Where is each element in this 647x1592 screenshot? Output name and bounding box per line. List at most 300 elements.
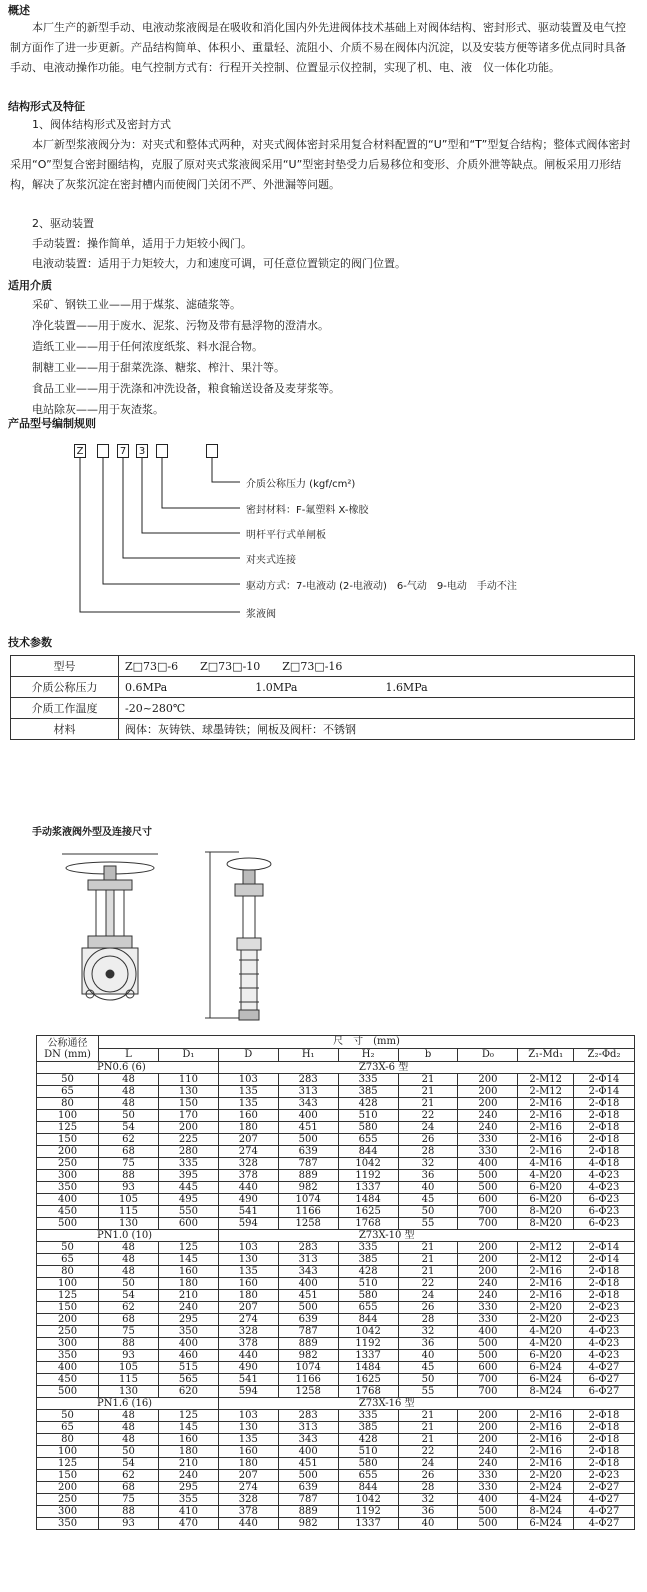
table-cell: 135 [218, 1086, 278, 1098]
table-cell: 378 [218, 1170, 278, 1182]
table-cell: 65 [37, 1086, 99, 1098]
table-cell: 2-Φ18 [574, 1122, 635, 1134]
table-cell: 21 [398, 1422, 458, 1434]
table-cell: 787 [278, 1326, 338, 1338]
table-cell: 160 [158, 1266, 218, 1278]
table-cell: 2-M20 [518, 1314, 574, 1326]
table-cell: 1768 [338, 1386, 398, 1398]
table-cell: 65 [37, 1422, 99, 1434]
table-cell: 313 [278, 1422, 338, 1434]
table-cell: 100 [37, 1278, 99, 1290]
media-heading: 适用介质 [8, 279, 52, 292]
code-label-seal: 密封材料：F-氟塑料 X-橡胶 [246, 505, 369, 516]
table-cell: 160 [158, 1434, 218, 1446]
table-cell: 200 [37, 1314, 99, 1326]
table-cell: 4-M20 [518, 1338, 574, 1350]
table-cell: 50 [37, 1410, 99, 1422]
table-cell: 80 [37, 1098, 99, 1110]
table-cell: 510 [338, 1278, 398, 1290]
table-cell: 2-Φ18 [574, 1434, 635, 1446]
leader-seal [162, 458, 240, 508]
table-cell: 350 [37, 1350, 99, 1362]
model-type: Z73X-16 型 [218, 1398, 634, 1410]
table-cell: 4-M20 [518, 1170, 574, 1182]
table-row [37, 1326, 635, 1338]
table-cell: 48 [99, 1074, 159, 1086]
table-cell: 440 [218, 1182, 278, 1194]
table-cell: 48 [99, 1098, 159, 1110]
table-cell: 75 [99, 1326, 159, 1338]
table-cell: 889 [278, 1170, 338, 1182]
table-cell: 350 [37, 1182, 99, 1194]
table-cell: 385 [338, 1422, 398, 1434]
col-header: Z₂-Φd₂ [574, 1049, 635, 1062]
overview-heading: 概述 [8, 4, 30, 17]
table-cell: 2-Φ18 [574, 1134, 635, 1146]
table-cell: 8-M20 [518, 1206, 574, 1218]
table-cell: 50 [99, 1278, 159, 1290]
table-cell: 6-M24 [518, 1518, 574, 1530]
table-row [37, 1170, 635, 1182]
media-item: 食品工业——用于洗涤和冲洗设备，粮食输送设备及麦芽浆等。 [32, 382, 340, 395]
table-cell: 787 [278, 1494, 338, 1506]
col-header: D [218, 1049, 278, 1062]
table-cell: 100 [37, 1446, 99, 1458]
table-row [37, 1350, 635, 1362]
table-cell: 600 [158, 1218, 218, 1230]
table-row [37, 1134, 635, 1146]
table-cell: 22 [398, 1278, 458, 1290]
table-cell: 982 [278, 1518, 338, 1530]
leader-pressure [212, 458, 240, 482]
table-cell: 26 [398, 1134, 458, 1146]
table-cell: 32 [398, 1494, 458, 1506]
table-row [37, 1314, 635, 1326]
table-cell: 2-M12 [518, 1242, 574, 1254]
table-cell: 385 [338, 1254, 398, 1266]
model-type: Z73X-10 型 [218, 1230, 634, 1242]
table-cell: 21 [398, 1266, 458, 1278]
table-cell: 130 [99, 1386, 159, 1398]
table-cell: 982 [278, 1350, 338, 1362]
table-cell: 1166 [278, 1206, 338, 1218]
table-cell: 982 [278, 1182, 338, 1194]
table-cell: 21 [398, 1434, 458, 1446]
dimensions-heading: 手动浆液阀外型及连接尺寸 [32, 827, 152, 838]
table-cell: 6-M20 [518, 1194, 574, 1206]
table-cell: 48 [99, 1422, 159, 1434]
overview-text: 本厂生产的新型手动、电液动浆液阀是在吸收和消化国内外先进阀体技术基础上对阀体结构、密封形式、驱动装置及电气控制方面作了进一步更新。产品结构简单、体积小、重量轻、流阻小、介质不易在阀体内沉淀，以及安装方便等诸多优点同时具备手动、电液动操作功能。电气控制方式有：行程开关控制、位置显示仪控制，实现了机、电、液 仪一体化功能。 [10, 21, 626, 74]
col-header: D₁ [158, 1049, 218, 1062]
table-cell: 48 [99, 1254, 159, 1266]
table-cell: 2-M16 [518, 1410, 574, 1422]
table-cell: 200 [458, 1242, 518, 1254]
table-cell: 500 [458, 1506, 518, 1518]
table-cell: 88 [99, 1170, 159, 1182]
table-cell: 400 [278, 1278, 338, 1290]
table-cell: 410 [158, 1506, 218, 1518]
table-cell: 600 [458, 1194, 518, 1206]
model-type: Z73X-6 型 [218, 1062, 634, 1074]
table-cell: 22 [398, 1110, 458, 1122]
tech-params-table [10, 655, 635, 740]
table-cell: 350 [37, 1518, 99, 1530]
table-cell: 160 [218, 1446, 278, 1458]
table-cell: 1484 [338, 1194, 398, 1206]
table-cell: 68 [99, 1314, 159, 1326]
table-cell: 240 [158, 1302, 218, 1314]
table-cell: 200 [458, 1422, 518, 1434]
table-cell: 36 [398, 1338, 458, 1350]
table-cell: 110 [158, 1074, 218, 1086]
table-cell: 2-Φ23 [574, 1470, 635, 1482]
table-cell: 1258 [278, 1386, 338, 1398]
table-cell: 125 [37, 1290, 99, 1302]
table-cell: 328 [218, 1494, 278, 1506]
table-cell: 541 [218, 1374, 278, 1386]
table-cell: 24 [398, 1122, 458, 1134]
media-item: 净化装置——用于废水、泥浆、污物及带有悬浮物的澄清水。 [32, 319, 329, 332]
table-cell: 580 [338, 1290, 398, 1302]
table-cell: 200 [458, 1266, 518, 1278]
table-cell: 330 [458, 1314, 518, 1326]
table-cell: 4-Φ27 [574, 1506, 635, 1518]
table-cell: 2-M24 [518, 1482, 574, 1494]
leader-drive [103, 458, 240, 584]
col-header: D₀ [458, 1049, 518, 1062]
table-cell: 451 [278, 1122, 338, 1134]
table-cell: 639 [278, 1314, 338, 1326]
table-cell: 335 [158, 1158, 218, 1170]
table-cell: 2-M16 [518, 1110, 574, 1122]
table-cell: 2-Φ14 [574, 1242, 635, 1254]
param-value: -20~280℃ [119, 698, 635, 719]
table-cell: 2-M20 [518, 1470, 574, 1482]
table-row [37, 1086, 635, 1098]
table-cell: 295 [158, 1482, 218, 1494]
table-cell: 103 [218, 1242, 278, 1254]
table-cell: 490 [218, 1194, 278, 1206]
col-header: H₁ [278, 1049, 338, 1062]
table-cell: 32 [398, 1326, 458, 1338]
table-cell: 2-Φ23 [574, 1314, 635, 1326]
media-item: 采矿、钢铁工业——用于煤浆、滤碴浆等。 [32, 298, 241, 311]
media-item: 制糖工业——用于甜菜洗涤、糖浆、榨汁、果汁等。 [32, 361, 285, 374]
table-cell: 88 [99, 1506, 159, 1518]
table-cell: 1625 [338, 1206, 398, 1218]
structure-heading: 结构形式及特征 [8, 100, 85, 113]
table-cell: 500 [458, 1182, 518, 1194]
valve-front-view-drawing [60, 840, 180, 1030]
table-cell: 787 [278, 1158, 338, 1170]
table-cell: 125 [158, 1410, 218, 1422]
table-cell: 580 [338, 1122, 398, 1134]
table-cell: 2-M16 [518, 1446, 574, 1458]
table-row [37, 1182, 635, 1194]
table-cell: 428 [338, 1266, 398, 1278]
table-cell: 4-M24 [518, 1494, 574, 1506]
table-cell: 1768 [338, 1218, 398, 1230]
table-cell: 594 [218, 1218, 278, 1230]
table-cell: 1258 [278, 1218, 338, 1230]
table-cell: 145 [158, 1254, 218, 1266]
table-cell: 2-M12 [518, 1254, 574, 1266]
table-cell: 21 [398, 1254, 458, 1266]
table-cell: 2-M20 [518, 1302, 574, 1314]
table-row [37, 1110, 635, 1122]
table-cell: 22 [398, 1446, 458, 1458]
table-cell: 4-Φ27 [574, 1362, 635, 1374]
dimensions-table [36, 1035, 635, 1530]
table-cell: 2-M16 [518, 1098, 574, 1110]
table-cell: 500 [458, 1518, 518, 1530]
table-cell: 40 [398, 1518, 458, 1530]
table-cell: 490 [218, 1362, 278, 1374]
table-cell: 460 [158, 1350, 218, 1362]
table-cell: 250 [37, 1494, 99, 1506]
table-cell: 150 [37, 1470, 99, 1482]
header-row [37, 1036, 635, 1049]
table-cell: 200 [458, 1434, 518, 1446]
table-row [37, 1218, 635, 1230]
table-cell: 36 [398, 1506, 458, 1518]
table-cell: 36 [398, 1170, 458, 1182]
table-cell: 470 [158, 1518, 218, 1530]
table-cell: 500 [278, 1302, 338, 1314]
table-cell: 4-Φ27 [574, 1518, 635, 1530]
pressure-group-row [37, 1230, 635, 1242]
table-cell: 335 [338, 1242, 398, 1254]
param-value: Z□73□-6 Z□73□-10 Z□73□-16 [119, 656, 635, 677]
code-label-stem: 明杆平行式单闸板 [246, 530, 326, 541]
table-cell: 440 [218, 1518, 278, 1530]
table-cell: 343 [278, 1266, 338, 1278]
table-cell: 283 [278, 1242, 338, 1254]
table-cell: 50 [37, 1074, 99, 1086]
param-value: 阀体：灰铸铁、球墨铸铁；闸板及阀杆：不锈钢 [119, 719, 635, 740]
table-row [37, 1506, 635, 1518]
table-cell: 343 [278, 1098, 338, 1110]
table-cell: 48 [99, 1410, 159, 1422]
table-row [37, 1146, 635, 1158]
table-cell: 280 [158, 1146, 218, 1158]
param-label: 介质公称压力 [11, 677, 119, 698]
table-cell: 313 [278, 1086, 338, 1098]
param-label: 型号 [11, 656, 119, 677]
table-cell: 68 [99, 1146, 159, 1158]
table-cell: 80 [37, 1266, 99, 1278]
col-header: H₂ [338, 1049, 398, 1062]
table-cell: 21 [398, 1086, 458, 1098]
table-cell: 1337 [338, 1518, 398, 1530]
table-cell: 24 [398, 1458, 458, 1470]
table-cell: 2-Φ14 [574, 1074, 635, 1086]
table-cell: 620 [158, 1386, 218, 1398]
table-cell: 385 [338, 1086, 398, 1098]
table-cell: 500 [278, 1470, 338, 1482]
table-cell: 2-Φ18 [574, 1278, 635, 1290]
table-cell: 65 [37, 1254, 99, 1266]
table-cell: 400 [278, 1110, 338, 1122]
table-cell: 130 [218, 1422, 278, 1434]
table-row [11, 719, 635, 740]
table-cell: 62 [99, 1470, 159, 1482]
table-cell: 21 [398, 1242, 458, 1254]
table-cell: 2-M16 [518, 1122, 574, 1134]
model-code-heading: 产品型号编制规则 [8, 417, 96, 430]
table-cell: 21 [398, 1098, 458, 1110]
table-cell: 6-Φ23 [574, 1218, 635, 1230]
table-cell: 50 [398, 1206, 458, 1218]
table-cell: 180 [218, 1458, 278, 1470]
table-cell: 207 [218, 1302, 278, 1314]
table-row [37, 1362, 635, 1374]
table-cell: 105 [99, 1362, 159, 1374]
table-cell: 283 [278, 1410, 338, 1422]
table-cell: 330 [458, 1482, 518, 1494]
table-cell: 28 [398, 1482, 458, 1494]
table-cell: 510 [338, 1446, 398, 1458]
code-label-pressure: 介质公称压力 (kgf/cm²) [246, 479, 356, 490]
table-cell: 328 [218, 1326, 278, 1338]
table-row [11, 677, 635, 698]
table-cell: 180 [218, 1122, 278, 1134]
table-cell: 62 [99, 1134, 159, 1146]
table-row [37, 1098, 635, 1110]
table-cell: 6-M20 [518, 1350, 574, 1362]
table-cell: 4-M20 [518, 1326, 574, 1338]
table-cell: 115 [99, 1374, 159, 1386]
table-cell: 103 [218, 1074, 278, 1086]
table-cell: 594 [218, 1386, 278, 1398]
table-cell: 40 [398, 1350, 458, 1362]
code-label-slurry: 浆液阀 [246, 609, 276, 620]
table-cell: 330 [458, 1470, 518, 1482]
table-cell: 4-Φ23 [574, 1338, 635, 1350]
table-cell: 130 [99, 1218, 159, 1230]
table-cell: 2-Φ18 [574, 1266, 635, 1278]
table-cell: 655 [338, 1302, 398, 1314]
table-cell: 274 [218, 1314, 278, 1326]
table-cell: 500 [37, 1218, 99, 1230]
table-cell: 28 [398, 1314, 458, 1326]
table-cell: 400 [458, 1326, 518, 1338]
table-cell: 4-Φ23 [574, 1350, 635, 1362]
table-cell: 2-Φ18 [574, 1410, 635, 1422]
table-row [37, 1458, 635, 1470]
pressure-group-row [37, 1398, 635, 1410]
table-cell: 26 [398, 1470, 458, 1482]
table-cell: 135 [218, 1266, 278, 1278]
table-cell: 600 [458, 1362, 518, 1374]
table-cell: 378 [218, 1338, 278, 1350]
table-cell: 160 [218, 1110, 278, 1122]
table-cell: 1192 [338, 1506, 398, 1518]
table-cell: 6-Φ23 [574, 1206, 635, 1218]
table-cell: 655 [338, 1470, 398, 1482]
table-cell: 200 [37, 1146, 99, 1158]
table-cell: 580 [338, 1458, 398, 1470]
code-label-connection: 对夹式连接 [246, 555, 296, 566]
table-cell: 8-M20 [518, 1218, 574, 1230]
table-cell: 68 [99, 1482, 159, 1494]
table-cell: 240 [158, 1470, 218, 1482]
table-cell: 225 [158, 1134, 218, 1146]
table-cell: 844 [338, 1482, 398, 1494]
table-cell: 200 [458, 1098, 518, 1110]
table-cell: 335 [338, 1410, 398, 1422]
table-row [37, 1374, 635, 1386]
table-cell: 200 [458, 1254, 518, 1266]
table-cell: 844 [338, 1146, 398, 1158]
table-cell: 24 [398, 1290, 458, 1302]
table-cell: 500 [458, 1350, 518, 1362]
table-cell: 6-Φ27 [574, 1374, 635, 1386]
table-cell: 207 [218, 1134, 278, 1146]
param-label: 介质工作温度 [11, 698, 119, 719]
table-cell: 125 [37, 1122, 99, 1134]
table-cell: 2-Φ18 [574, 1098, 635, 1110]
table-cell: 2-M16 [518, 1290, 574, 1302]
media-item: 造纸工业——用于任何浓度纸浆、料水混合物。 [32, 340, 263, 353]
code-box-7: 7 [117, 444, 129, 458]
table-cell: 2-M16 [518, 1266, 574, 1278]
table-cell: 93 [99, 1182, 159, 1194]
table-cell: 450 [37, 1374, 99, 1386]
table-row [37, 1206, 635, 1218]
table-cell: 45 [398, 1362, 458, 1374]
table-cell: 21 [398, 1074, 458, 1086]
table-cell: 1625 [338, 1374, 398, 1386]
table-cell: 2-M16 [518, 1278, 574, 1290]
param-label: 材料 [11, 719, 119, 740]
table-cell: 6-Φ23 [574, 1194, 635, 1206]
table-cell: 125 [37, 1458, 99, 1470]
table-cell: 428 [338, 1434, 398, 1446]
table-cell: 2-Φ18 [574, 1290, 635, 1302]
table-cell: 170 [158, 1110, 218, 1122]
table-cell: 495 [158, 1194, 218, 1206]
table-cell: 62 [99, 1302, 159, 1314]
table-cell: 93 [99, 1518, 159, 1530]
table-cell: 1042 [338, 1326, 398, 1338]
table-row [37, 1278, 635, 1290]
table-cell: 130 [218, 1254, 278, 1266]
table-row [37, 1518, 635, 1530]
table-cell: 1484 [338, 1362, 398, 1374]
table-row [37, 1266, 635, 1278]
table-cell: 6-Φ27 [574, 1386, 635, 1398]
table-cell: 8-M24 [518, 1386, 574, 1398]
table-cell: 2-Φ14 [574, 1086, 635, 1098]
table-cell: 210 [158, 1458, 218, 1470]
table-cell: 700 [458, 1218, 518, 1230]
table-cell: 200 [158, 1122, 218, 1134]
code-leader-lines [0, 0, 647, 640]
table-cell: 180 [218, 1290, 278, 1302]
leader-stem [142, 458, 240, 533]
drive-electro: 电液动装置：适用于力矩较大，力和速度可调，可任意位置锁定的阀门位置。 [32, 257, 406, 270]
table-row [37, 1302, 635, 1314]
table-cell: 100 [37, 1110, 99, 1122]
table-cell: 400 [158, 1338, 218, 1350]
media-item: 电站除灰——用于灰渣浆。 [32, 403, 164, 416]
code-box-z: Z [74, 444, 86, 458]
table-cell: 75 [99, 1494, 159, 1506]
table-cell: 240 [458, 1110, 518, 1122]
table-cell: 48 [99, 1242, 159, 1254]
table-cell: 295 [158, 1314, 218, 1326]
